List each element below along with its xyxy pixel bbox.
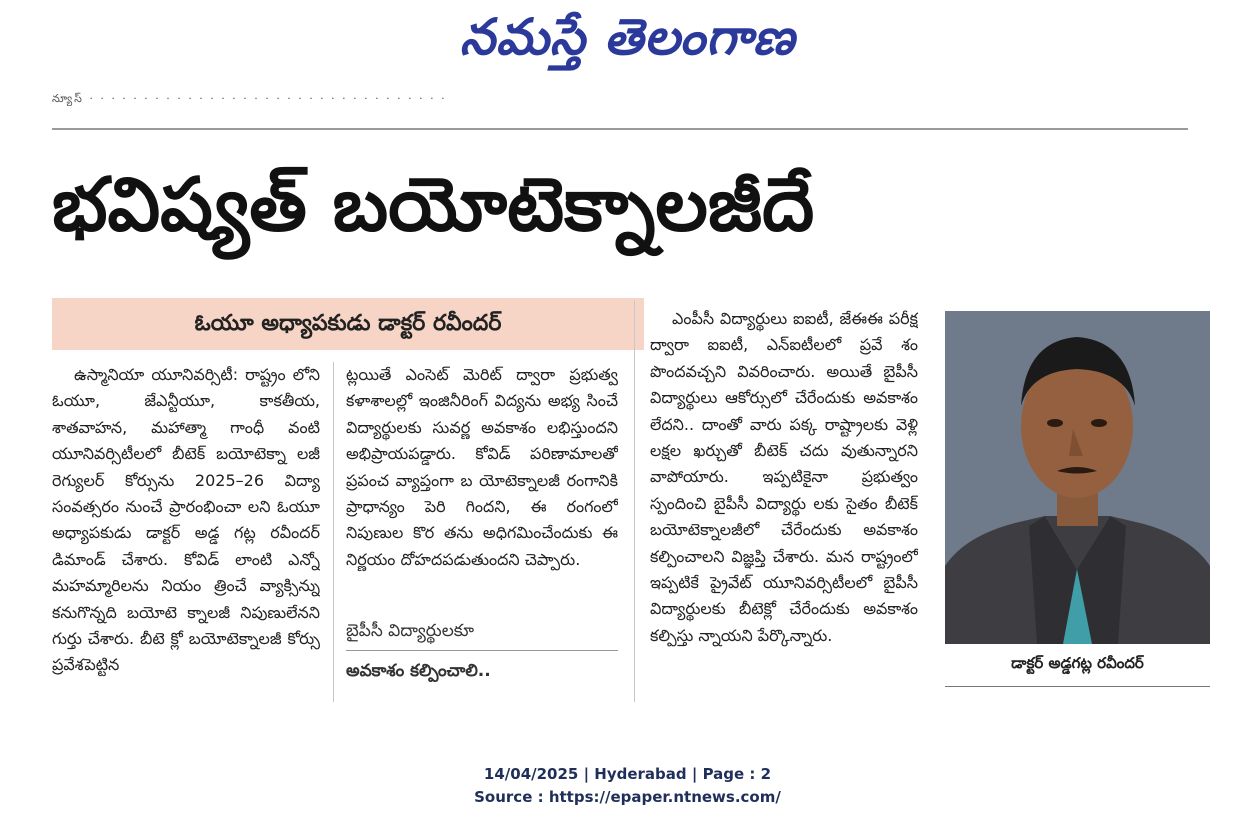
top-divider — [52, 128, 1188, 130]
article-column-2: ట్లయితే ఎంసెట్ మెరిట్ ద్వారా ప్రభుత్వ కళాశాలల్లో ఇంజినీరింగ్ విద్యను అభ్య సించే విద్యార్థులకు సువర్ణ అవకాశం లభిస్తుందని అభిప్రాయపడ్డారు. కోవిడ్ పరిణామాలతో ప్రపంచ వ్యాప్తంగా బ యోటెక్నాలజీ రంగానికి ప్రాధాన్యం పెరి గిందని, ఈ రంగంలో నిపుణుల కొర తను అధిగమించేందుకు ఈ నిర్ణయం దోహదపడుతుందని చెప్పారు. — [346, 365, 618, 569]
footer-date-line: 14/04/2025 | Hyderabad | Page : 2 — [483, 765, 772, 783]
column-divider — [333, 362, 334, 702]
article-headline: భవిష్యత్ బయోటెక్నాలజీదే — [52, 162, 815, 248]
footer-source-line: Source : https://epaper.ntnews.com/ — [474, 788, 781, 806]
caption-divider — [945, 686, 1210, 687]
article-column-1: ఉస్మానియా యూనివర్సిటీ: రాష్ట్రం లోని ఓయూ, జేఎన్టీయూ, కాకతీయ, శాతవాహన, మహాత్మా గాంధీ వంటి యూనివర్సిటీలలో బీటెక్ బయోటెక్నా లజీ రెగ్యులర్ కోర్సును 2025–26 విద్యా సంవత్సరం నుంచే ప్రారంభించా లని ఓయూ అధ్యాపకుడు డాక్టర్ అడ్డ గట్ల రవీందర్ డిమాండ్ చేశారు. కోవిడ్ లాంటి ఎన్నో మహమ్మారిలను నియం త్రించే వ్యాక్సిన్ను కనుగొన్నది బయోటె క్నాలజీ నిపుణులేనని గుర్తు చేశారు. బీటె క్లో బయోటెక్నాలజీ కోర్సు ప్రవేశపెట్టిన — [52, 365, 320, 675]
top-ticker: న్యూస్ · · · · · · · · · · · · · · · · · · · · · · · · · · · · · · · · · — [52, 92, 447, 105]
subhead-divider — [346, 650, 618, 651]
photo-caption: డాక్టర్ అడ్డగట్ల రవీందర్ — [1011, 654, 1144, 672]
portrait-photo — [945, 311, 1210, 644]
article-deck: ఓయూ అధ్యాపకుడు డాక్టర్ రవీందర్ — [52, 298, 644, 350]
article-subhead-1: బైపీసీ విద్యార్థులకూ — [346, 621, 474, 641]
article-subhead-2: అవకాశం కల్పించాలి.. — [346, 661, 491, 681]
column-divider — [634, 300, 635, 702]
masthead-logo: నమస్తే తెలంగాణ — [459, 8, 796, 66]
article-column-3: ఎంపీసీ విద్యార్థులు ఐఐటీ, జేఈఈ పరీక్ష ద్వారా ఐఐటీ, ఎన్ఐటీలలో ప్రవే శం పొందవచ్చని వివరించారు. అయితే బైపీసీ విద్యార్థులు ఆకోర్సులో చేరేందుకు అవకాశం లేదని.. దాంతో వారు పక్క రాష్ట్రాలకు వెళ్లి లక్షల ఖర్చుతో బీటెక్ చదు వుతున్నారని వాపోయారు. ఇప్పటికైనా ప్రభుత్వం స్పందించి బైపీసీ విద్యార్థు లకు సైతం బీటెక్ బయోటెక్నాలజీలో చేరేందుకు అవకాశం కల్పించాలని విజ్ఞప్తి చేశారు. మన రాష్ట్రంలో ఇప్పటికే ప్రైవేట్ యూనివర్సిటీలలో బైపీసీ విద్యార్థులకు బీటెక్లో చేరేందుకు అవకాశం కల్పిస్తు న్నాయని పేర్కొన్నారు. — [650, 309, 918, 645]
person-portrait-icon — [945, 311, 1210, 644]
